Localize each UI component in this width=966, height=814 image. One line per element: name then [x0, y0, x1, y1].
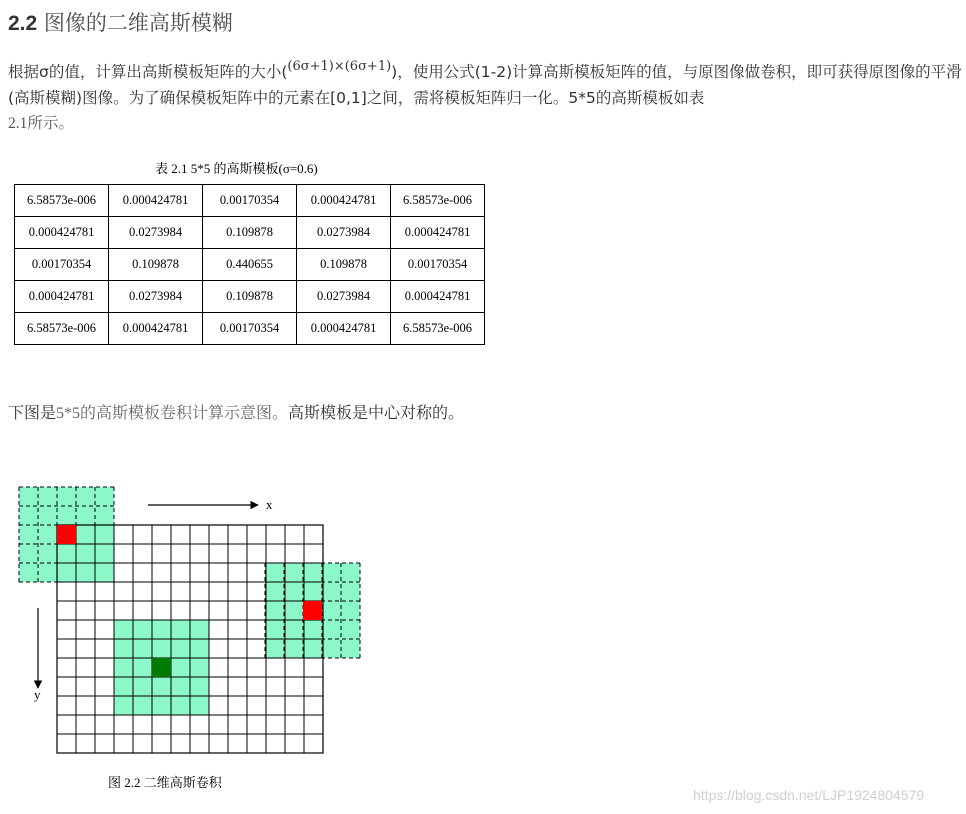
- template-size-formula: (6σ+1)×(6σ+1): [287, 59, 392, 74]
- table-cell: 0.00170354: [15, 249, 109, 281]
- table-row: [15, 249, 485, 281]
- table-cell: 0.0273984: [109, 281, 203, 313]
- table-cell: 0.109878: [203, 281, 297, 313]
- table-cell: 6.58573e-006: [15, 185, 109, 217]
- table-cell: 0.0273984: [297, 281, 391, 313]
- table-row: [15, 313, 485, 345]
- figure-intro-b: 5*5的高斯模板卷积计算示意图。: [56, 405, 289, 422]
- table-cell: 0.000424781: [109, 185, 203, 217]
- section-heading: [8, 7, 233, 37]
- kernel-center-center-pixel: [152, 658, 171, 677]
- table-cell: 0.0273984: [109, 217, 203, 249]
- table-row: [15, 185, 485, 217]
- y-axis-label: y: [34, 687, 41, 702]
- intro-text-c: 2.1所示。: [8, 115, 74, 132]
- figure-intro-paragraph: [8, 400, 464, 423]
- table-cell: 0.109878: [203, 217, 297, 249]
- table-cell: 0.000424781: [391, 281, 485, 313]
- table-cell: 6.58573e-006: [15, 313, 109, 345]
- section-title: 图像的二维高斯模糊: [43, 11, 233, 35]
- table-cell: 0.00170354: [203, 185, 297, 217]
- gaussian-convolution-diagram: [0, 470, 380, 770]
- x-axis-label: x: [266, 497, 273, 512]
- figure-intro-c: 高斯模板是中心对称的。: [288, 403, 465, 422]
- table-cell: 0.00170354: [203, 313, 297, 345]
- table-cell: 0.109878: [109, 249, 203, 281]
- intro-text-b: )，使用公式(1-2)计算高斯模板矩阵的值，与原图像做卷积，即可获得原图像的平滑(高斯模糊)图像。为了确保模板矩阵中的元素在[0,1]之间，需将模板矩阵归一化。5*5的高斯模板如表: [8, 63, 962, 107]
- table-cell: 0.000424781: [15, 281, 109, 313]
- table-cell: 0.000424781: [391, 217, 485, 249]
- table-cell: 6.58573e-006: [391, 185, 485, 217]
- table-caption: 表 2.1 5*5 的高斯模板(σ=0.6): [155, 161, 318, 176]
- table-cell: 0.00170354: [391, 249, 485, 281]
- kernel-top-left-center-pixel: [57, 525, 76, 544]
- intro-paragraph: [8, 60, 963, 136]
- table-cell: 0.000424781: [15, 217, 109, 249]
- table-cell: 0.109878: [297, 249, 391, 281]
- figure-caption: 图 2.2 二维高斯卷积: [108, 775, 222, 790]
- table-cell: 0.000424781: [297, 185, 391, 217]
- table-cell: 0.440655: [203, 249, 297, 281]
- table-row: [15, 217, 485, 249]
- table-cell: 0.0273984: [297, 217, 391, 249]
- gaussian-kernel-table: [14, 184, 485, 345]
- table-cell: 0.000424781: [297, 313, 391, 345]
- section-number: 2.2: [8, 12, 38, 35]
- table-cell: 6.58573e-006: [391, 313, 485, 345]
- figure-intro-a: 下图是: [8, 403, 57, 422]
- kernel-right-center-pixel: [303, 601, 322, 620]
- table-row: [15, 281, 485, 313]
- intro-text-a: 根据σ的值，计算出高斯模板矩阵的大小(: [8, 63, 288, 81]
- table-cell: 0.000424781: [109, 313, 203, 345]
- watermark-url: https://blog.csdn.net/LJP1924804579: [693, 787, 925, 803]
